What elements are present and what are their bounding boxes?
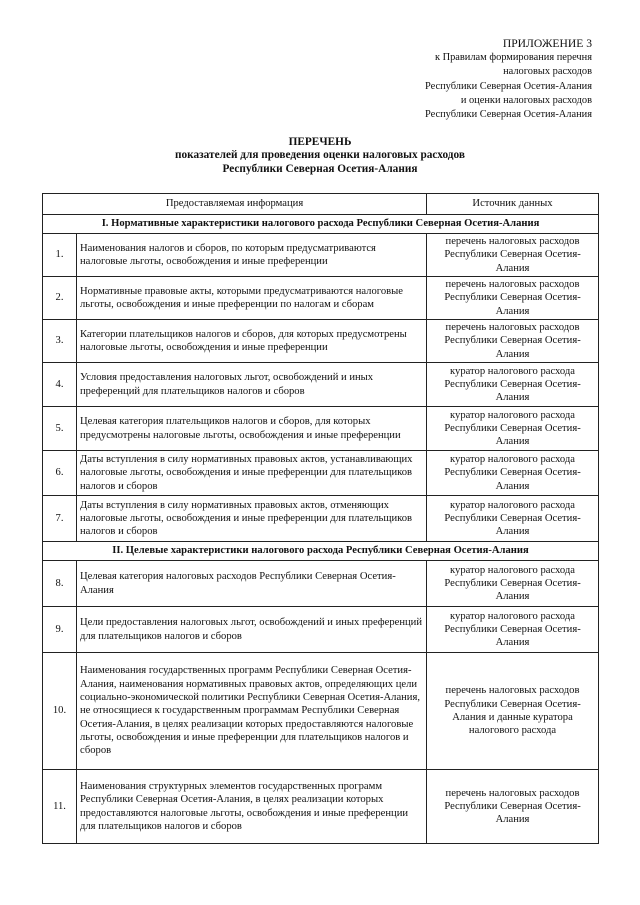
table-row <box>43 561 599 607</box>
table-row <box>43 234 599 277</box>
row-info: Цели предоставления налоговых льгот, освобождений и иных преференций для плательщиков налогов и сборов <box>77 607 427 653</box>
table-row <box>43 407 599 451</box>
section-row <box>43 215 599 234</box>
row-number: 7. <box>43 496 77 542</box>
title-line: показателей для проведения оценки налоговых расходов <box>175 149 465 162</box>
appendix-line: и оценки налоговых расходов <box>460 94 592 106</box>
row-info: Наименования налогов и сборов, по которым предусматриваются налоговые льготы, освобождения и иные преференции <box>77 234 427 277</box>
table-row <box>43 653 599 770</box>
table-row <box>43 363 599 407</box>
row-info: Наименования структурных элементов государственных программ Республики Северная Осетия-Алания, в целях реализации которых предоставляются налоговые льготы, освобождения и иные преференции для плательщиков налогов и сборов <box>77 770 427 844</box>
appendix-header <box>425 37 592 122</box>
appendix-line: к Правилам формирования перечня <box>434 52 592 64</box>
row-number: 5. <box>43 407 77 451</box>
row-number: 11. <box>43 770 77 844</box>
header-info: Предоставляемая информация <box>43 194 427 215</box>
table-header-row <box>43 194 599 215</box>
appendix-line: налоговых расходов <box>503 66 592 78</box>
row-info: Условия предоставления налоговых льгот, освобождений и иных преференций для плательщиков налогов и сборов <box>77 363 427 407</box>
row-info: Наименования государственных программ Республики Северная Осетия-Алания, наименования нормативных правовых актов, определяющих цели социально-экономической политики Республики Северная Осетия-Алания, не относящиеся к государственным программам Республики Северная Осетия-Алания, в целях реализации которых предоставляются налоговые льготы, освобождения и иные преференции для плательщиков налогов и сборов <box>77 653 427 770</box>
row-number: 10. <box>43 653 77 770</box>
row-source: куратор налогового расхода Республики Северная Осетия-Алания <box>427 451 599 496</box>
row-info: Категории плательщиков налогов и сборов, для которых предусмотрены налоговые льготы, освобождения и иные преференции <box>77 320 427 363</box>
table-row <box>43 277 599 320</box>
row-source: куратор налогового расхода Республики Северная Осетия-Алания <box>427 561 599 607</box>
row-number: 1. <box>43 234 77 277</box>
row-source: перечень налоговых расходов Республики Северная Осетия-Алания <box>427 320 599 363</box>
indicators-table <box>42 193 599 844</box>
table-row <box>43 451 599 496</box>
document-title <box>0 136 640 176</box>
row-number: 8. <box>43 561 77 607</box>
row-source: куратор налогового расхода Республики Северная Осетия-Алания <box>427 607 599 653</box>
section-title: I. Нормативные характеристики налогового расхода Республики Северная Осетия-Алания <box>43 215 599 234</box>
table-row <box>43 770 599 844</box>
appendix-line: ПРИЛОЖЕНИЕ 3 <box>502 37 592 50</box>
title-line: Республики Северная Осетия-Алания <box>222 162 418 175</box>
row-info: Даты вступления в силу нормативных правовых актов, устанавливающих налоговые льготы, освобождения и иные преференции для плательщиков налогов и сборов <box>77 451 427 496</box>
header-source: Источник данных <box>427 194 599 215</box>
section-row <box>43 542 599 561</box>
row-number: 9. <box>43 607 77 653</box>
appendix-line: Республики Северная Осетия-Алания <box>425 109 592 121</box>
row-info: Даты вступления в силу нормативных правовых актов, отменяющих налоговые льготы, освобождения и иные преференции для плательщиков налогов и сборов <box>77 496 427 542</box>
row-source: перечень налоговых расходов Республики Северная Осетия-Алания <box>427 234 599 277</box>
row-source: куратор налогового расхода Республики Северная Осетия-Алания <box>427 407 599 451</box>
section-title: II. Целевые характеристики налогового расхода Республики Северная Осетия-Алания <box>43 542 599 561</box>
row-source: перечень налоговых расходов Республики Северная Осетия-Алания и данные куратора налогового расхода <box>427 653 599 770</box>
table-row <box>43 607 599 653</box>
row-source: перечень налоговых расходов Республики Северная Осетия-Алания <box>427 770 599 844</box>
row-info: Целевая категория плательщиков налогов и сборов, для которых предусмотрены налоговые льготы, освобождения и иные преференции <box>77 407 427 451</box>
appendix-line: Республики Северная Осетия-Алания <box>425 80 592 92</box>
row-info: Целевая категория налоговых расходов Республики Северная Осетия-Алания <box>77 561 427 607</box>
row-source: куратор налогового расхода Республики Северная Осетия-Алания <box>427 363 599 407</box>
table-row <box>43 320 599 363</box>
row-number: 2. <box>43 277 77 320</box>
table-body <box>43 194 599 844</box>
row-number: 6. <box>43 451 77 496</box>
row-source: перечень налоговых расходов Республики Северная Осетия-Алания <box>427 277 599 320</box>
table-row <box>43 496 599 542</box>
row-number: 4. <box>43 363 77 407</box>
row-info: Нормативные правовые акты, которыми предусматриваются налоговые льготы, освобождения и иные преференции по налогам и сборам <box>77 277 427 320</box>
row-number: 3. <box>43 320 77 363</box>
title-line: ПЕРЕЧЕНЬ <box>288 136 352 148</box>
row-source: куратор налогового расхода Республики Северная Осетия-Алания <box>427 496 599 542</box>
